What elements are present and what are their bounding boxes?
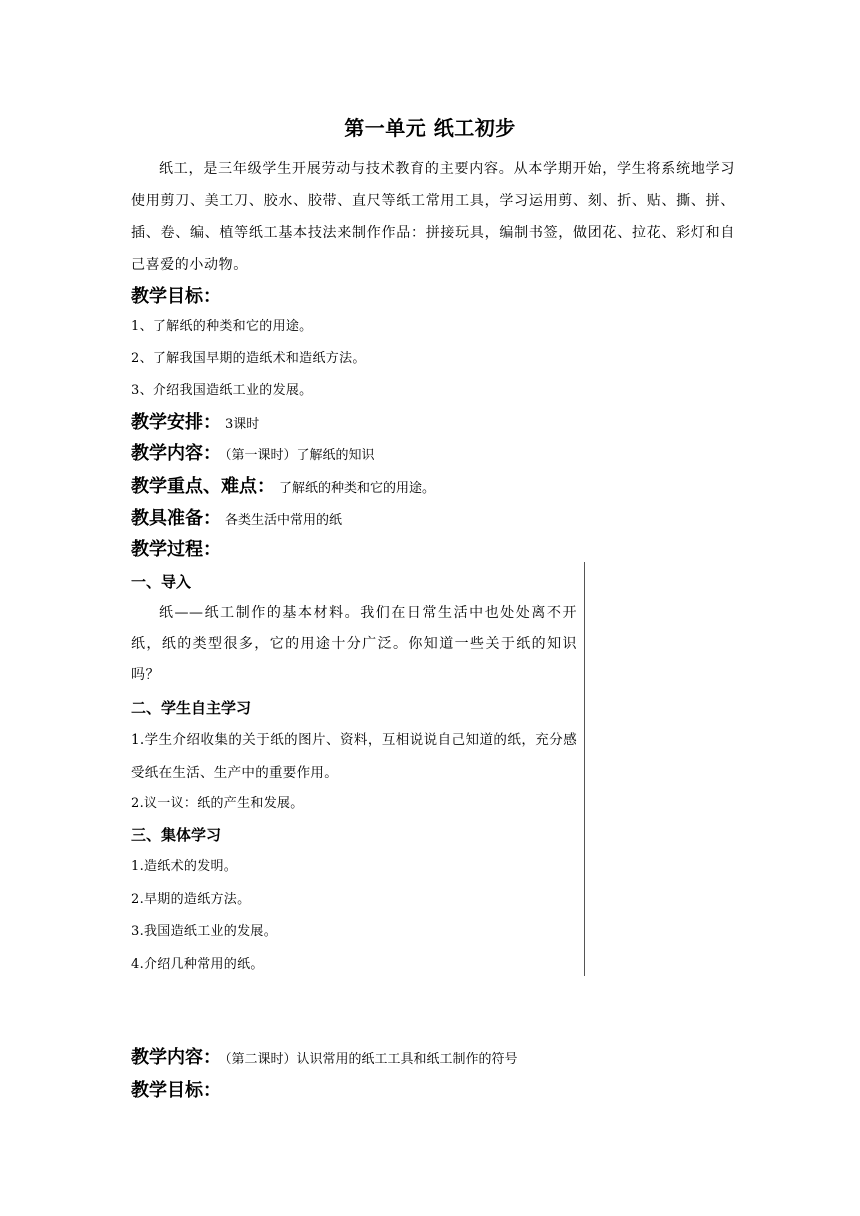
content-row xyxy=(131,441,375,469)
lesson2-content-label: 教学内容： xyxy=(131,1047,221,1068)
key-points-row xyxy=(131,474,435,502)
lesson2-goals-heading: 教学目标： xyxy=(131,1080,221,1101)
goal-item-3: 3、介绍我国造纸工业的发展。 xyxy=(131,383,313,398)
lesson2-content-row xyxy=(131,1045,518,1073)
key-points-value: 了解纸的种类和它的用途。 xyxy=(279,481,436,496)
goal-item-2: 2、了解我国早期的造纸术和造纸方法。 xyxy=(131,351,366,366)
lesson2-content-value: （第二课时）认识常用的纸工工具和纸工制作的符号 xyxy=(225,1052,518,1067)
schedule-value: 3课时 xyxy=(225,417,260,432)
group-study-item-4: 4.介绍几种常用的纸。 xyxy=(131,957,264,972)
content-value: （第一课时）了解纸的知识 xyxy=(225,448,375,463)
group-study-item-3: 3.我国造纸工业的发展。 xyxy=(131,924,278,939)
tools-value: 各类生活中常用的纸 xyxy=(225,513,343,528)
goal-item-1: 1、了解纸的种类和它的用途。 xyxy=(131,319,313,334)
key-points-label: 教学重点、难点： xyxy=(131,476,275,497)
tools-row xyxy=(131,506,342,534)
intro-paragraph: 纸工，是三年级学生开展劳动与技术教育的主要内容。从本学期开始，学生将系统地学习使用剪刀、美工刀、胶水、胶带、直尺等纸工常用工具，学习运用剪、刻、折、贴、撕、拼、插、卷、编、植等纸工基本技法来制作作品：拼接玩具，编制书签，做团花、拉花、彩灯和自己喜爱的小动物。 xyxy=(131,161,735,273)
tools-label: 教具准备： xyxy=(131,508,221,529)
section-self-study-title: 二、学生自主学习 xyxy=(131,699,252,717)
section-intro-text: 纸——纸工制作的基本材料。我们在日常生活中也处处离不开纸，纸的类型很多，它的用途十分广泛。你知道一些关于纸的知识吗？ xyxy=(131,605,577,683)
group-study-item-2: 2.早期的造纸方法。 xyxy=(131,892,251,907)
schedule-label: 教学安排： xyxy=(131,412,221,433)
process-heading: 教学过程： xyxy=(131,539,221,560)
table-border-line xyxy=(584,562,585,976)
section-group-study-title: 三、集体学习 xyxy=(131,826,222,844)
group-study-item-1: 1.造纸术的发明。 xyxy=(131,859,238,874)
unit-title: 第一单元 纸工初步 xyxy=(344,116,516,140)
section-intro-title: 一、导入 xyxy=(131,573,192,591)
section-self-study-item-2: 2.议一议：纸的产生和发展。 xyxy=(131,796,304,811)
section-self-study-text: 1.学生介绍收集的关于纸的图片、资料，互相说说自己知道的纸，充分感受纸在生活、生产中的重要作用。 xyxy=(131,732,577,781)
schedule-row xyxy=(131,410,259,438)
content-label: 教学内容： xyxy=(131,443,221,464)
goals-heading: 教学目标： xyxy=(131,286,221,307)
